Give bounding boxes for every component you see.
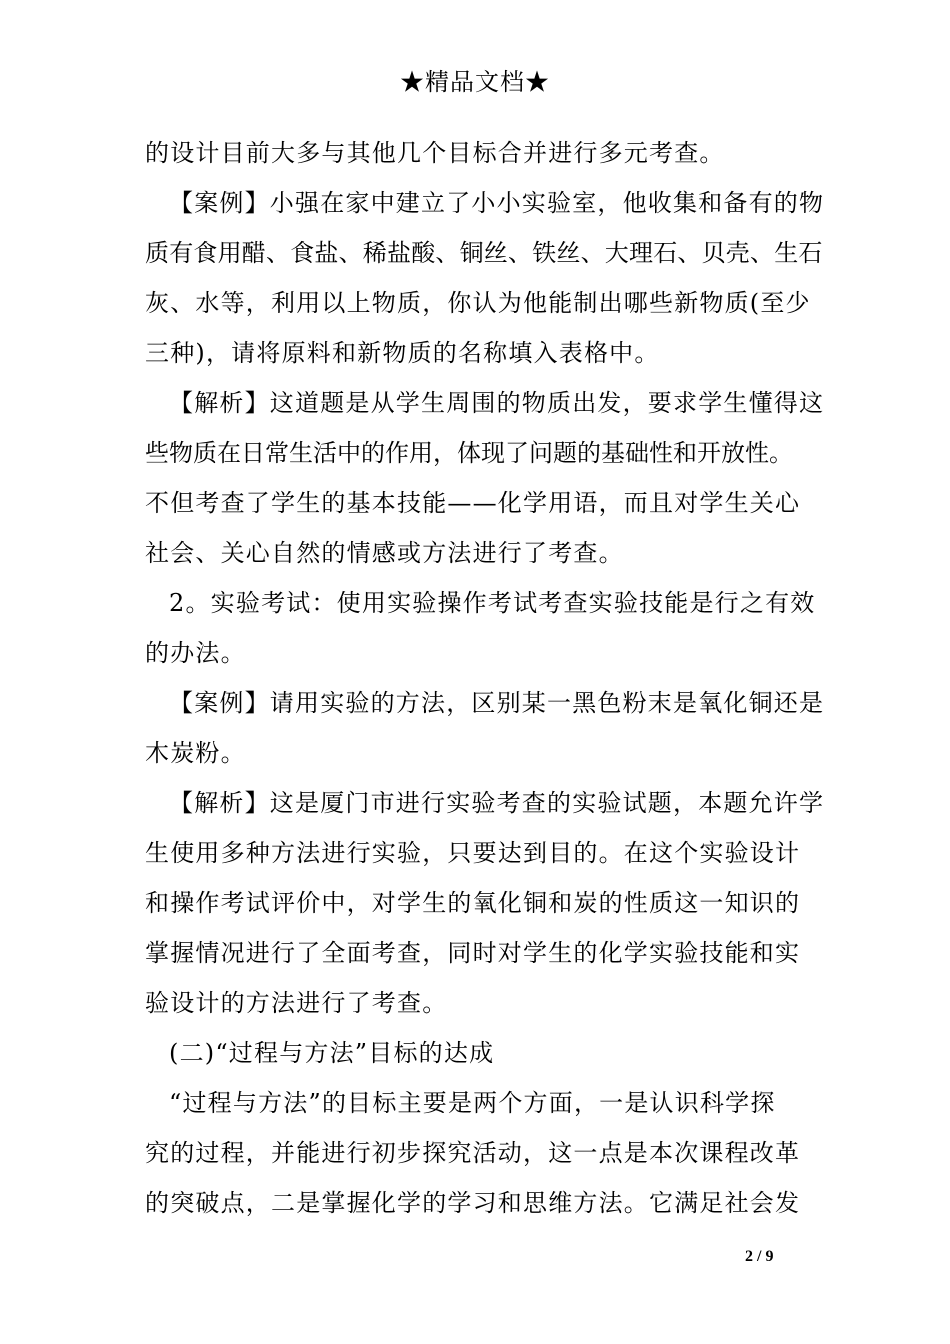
text-line: “过程与方法”的目标主要是两个方面，一是认识科学探 <box>169 1089 776 1117</box>
text-line: 【案例】小强在家中建立了小小实验室，他收集和备有的物 <box>169 189 825 217</box>
text-line: 和操作考试评价中，对学生的氧化铜和炭的性质这一知识的 <box>145 889 801 917</box>
page-header: ★精品文档★ <box>400 68 550 96</box>
text-line: 些物质在日常生活中的作用，体现了问题的基础性和开放性。 <box>145 439 793 467</box>
text-line: 掌握情况进行了全面考查，同时对学生的化学实验技能和实 <box>145 939 801 967</box>
text-line: 不但考查了学生的基本技能——化学用语，而且对学生关心 <box>145 489 801 517</box>
text-line: 验设计的方法进行了考查。 <box>145 989 448 1017</box>
text-line: 三种)，请将原料和新物质的名称填入表格中。 <box>145 339 660 367</box>
text-line: 【案例】请用实验的方法，区别某一黑色粉末是氧化铜还是 <box>169 689 825 717</box>
text-line: 的突破点，二是掌握化学的学习和思维方法。它满足社会发 <box>145 1189 801 1217</box>
text-line: 【解析】这道题是从学生周围的物质出发，要求学生懂得这 <box>169 389 825 417</box>
text-line: 究的过程，并能进行初步探究活动，这一点是本次课程改革 <box>145 1139 801 1167</box>
text-line: 的办法。 <box>145 639 246 667</box>
text-line: 生使用多种方法进行实验，只要达到目的。在这个实验设计 <box>145 839 801 867</box>
document-body <box>145 128 825 1228</box>
section-heading: (二)“过程与方法”目标的达成 <box>169 1039 495 1067</box>
text-line: 社会、关心自然的情感或方法进行了考查。 <box>145 539 624 567</box>
text-line: 木炭粉。 <box>145 739 246 767</box>
text-line: 2。实验考试：使用实验操作考试考查实验技能是行之有效 <box>169 589 816 617</box>
page-number: 2 / 9 <box>745 1248 774 1265</box>
text-line: 【解析】这是厦门市进行实验考查的实验试题，本题允许学 <box>169 789 825 817</box>
text-line: 质有食用醋、食盐、稀盐酸、铜丝、铁丝、大理石、贝壳、生石 <box>145 239 823 267</box>
text-line: 的设计目前大多与其他几个目标合并进行多元考查。 <box>145 139 725 167</box>
text-line: 灰、水等，利用以上物质，你认为他能制出哪些新物质(至少 <box>145 289 811 317</box>
